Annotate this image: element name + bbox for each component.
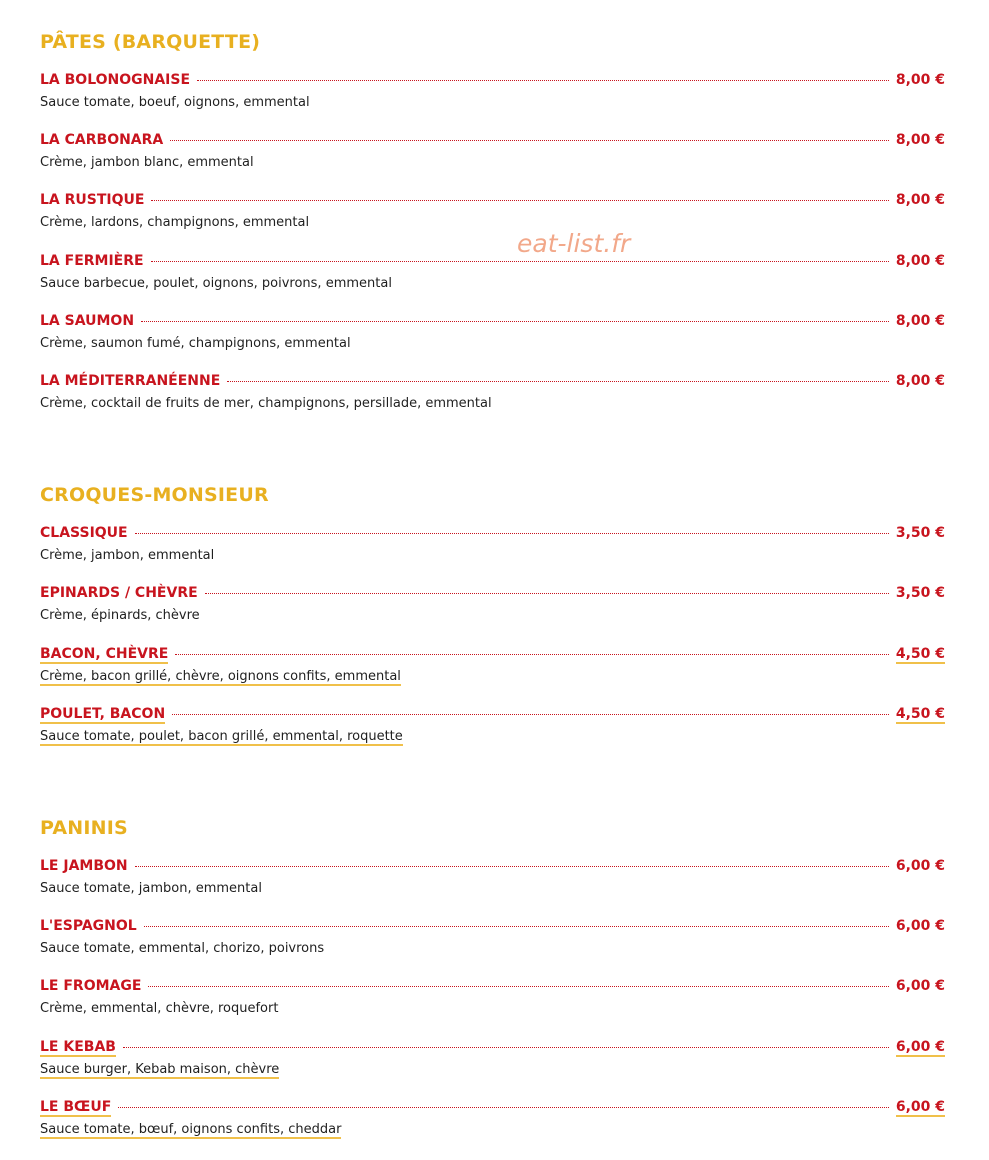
menu-item-epinards-chevre bbox=[40, 585, 945, 623]
dotted-leader bbox=[118, 1107, 889, 1108]
menu-item-saumon bbox=[40, 313, 945, 351]
section-title-croques: CROQUES-MONSIEUR bbox=[40, 484, 269, 506]
menu-item-carbonara bbox=[40, 132, 945, 170]
item-description: Sauce barbecue, poulet, oignons, poivrons, emmental bbox=[40, 276, 392, 291]
item-name: L'ESPAGNOL bbox=[40, 918, 137, 934]
menu-item-classique bbox=[40, 525, 945, 563]
menu-item-fermiere bbox=[40, 253, 945, 291]
item-description: Sauce tomate, jambon, emmental bbox=[40, 881, 262, 896]
item-name: BACON, CHÈVRE bbox=[40, 646, 169, 662]
item-description: Crème, bacon grillé, chèvre, oignons confits, emmental bbox=[40, 669, 401, 684]
item-price: 8,00 € bbox=[895, 72, 945, 88]
item-price: 6,00 € bbox=[895, 918, 945, 934]
item-price: 4,50 € bbox=[895, 706, 945, 722]
menu-item-kebab bbox=[40, 1039, 945, 1079]
dotted-leader bbox=[205, 593, 889, 594]
item-price: 3,50 € bbox=[895, 525, 945, 541]
item-name: CLASSIQUE bbox=[40, 525, 128, 541]
menu-item-mediterraneenne bbox=[40, 373, 945, 411]
item-price: 4,50 € bbox=[895, 646, 945, 662]
item-price: 8,00 € bbox=[895, 192, 945, 208]
menu-item-poulet-bacon bbox=[40, 706, 945, 746]
item-name: LA MÉDITERRANÉENNE bbox=[40, 373, 221, 389]
item-description: Crème, saumon fumé, champignons, emmental bbox=[40, 336, 351, 351]
item-description: Crème, cocktail de fruits de mer, champignons, persillade, emmental bbox=[40, 396, 492, 411]
item-price: 8,00 € bbox=[895, 132, 945, 148]
menu-item-espagnol bbox=[40, 918, 945, 956]
menu-item-rustique bbox=[40, 192, 945, 230]
menu-item-jambon bbox=[40, 858, 945, 896]
section-title-pates: PÂTES (BARQUETTE) bbox=[40, 31, 261, 53]
dotted-leader bbox=[151, 261, 889, 262]
item-description: Crème, jambon blanc, emmental bbox=[40, 155, 254, 170]
item-description: Sauce burger, Kebab maison, chèvre bbox=[40, 1062, 280, 1077]
item-name: LE FROMAGE bbox=[40, 978, 142, 994]
item-price: 8,00 € bbox=[895, 373, 945, 389]
item-name: EPINARDS / CHÈVRE bbox=[40, 585, 198, 601]
item-price: 6,00 € bbox=[895, 1099, 945, 1115]
menu-item-bacon-chevre bbox=[40, 646, 945, 686]
item-name: LA SAUMON bbox=[40, 313, 135, 329]
menu-item-boeuf bbox=[40, 1099, 945, 1139]
item-price: 6,00 € bbox=[895, 1039, 945, 1055]
dotted-leader bbox=[148, 986, 888, 987]
item-description: Sauce tomate, emmental, chorizo, poivrons bbox=[40, 941, 325, 956]
dotted-leader bbox=[135, 866, 889, 867]
dotted-leader bbox=[141, 321, 889, 322]
item-description: Sauce tomate, poulet, bacon grillé, emmental, roquette bbox=[40, 729, 403, 744]
item-description: Crème, emmental, chèvre, roquefort bbox=[40, 1001, 279, 1016]
dotted-leader bbox=[175, 654, 889, 655]
menu-item-bolognaise bbox=[40, 72, 945, 110]
dotted-leader bbox=[151, 200, 888, 201]
dotted-leader bbox=[135, 533, 889, 534]
menu-item-fromage bbox=[40, 978, 945, 1016]
item-name: LE KEBAB bbox=[40, 1039, 116, 1055]
item-price: 8,00 € bbox=[895, 253, 945, 269]
item-name: LA FERMIÈRE bbox=[40, 253, 144, 269]
item-name: POULET, BACON bbox=[40, 706, 166, 722]
item-description: Crème, lardons, champignons, emmental bbox=[40, 215, 310, 230]
item-name: LE BŒUF bbox=[40, 1099, 112, 1115]
item-name: LE JAMBON bbox=[40, 858, 128, 874]
item-price: 6,00 € bbox=[895, 858, 945, 874]
dotted-leader bbox=[227, 381, 889, 382]
item-description: Crème, jambon, emmental bbox=[40, 548, 215, 563]
item-price: 6,00 € bbox=[895, 978, 945, 994]
dotted-leader bbox=[170, 140, 889, 141]
dotted-leader bbox=[123, 1047, 889, 1048]
item-name: LA CARBONARA bbox=[40, 132, 164, 148]
item-description: Sauce tomate, boeuf, oignons, emmental bbox=[40, 95, 310, 110]
dotted-leader bbox=[197, 80, 889, 81]
dotted-leader bbox=[144, 926, 889, 927]
item-description: Crème, épinards, chèvre bbox=[40, 608, 200, 623]
watermark: eat-list.fr bbox=[517, 229, 631, 258]
dotted-leader bbox=[172, 714, 889, 715]
item-name: LA RUSTIQUE bbox=[40, 192, 145, 208]
item-description: Sauce tomate, bœuf, oignons confits, cheddar bbox=[40, 1122, 342, 1137]
item-price: 8,00 € bbox=[895, 313, 945, 329]
item-name: LA BOLONOGNAISE bbox=[40, 72, 191, 88]
section-title-paninis: PANINIS bbox=[40, 817, 128, 839]
item-price: 3,50 € bbox=[895, 585, 945, 601]
